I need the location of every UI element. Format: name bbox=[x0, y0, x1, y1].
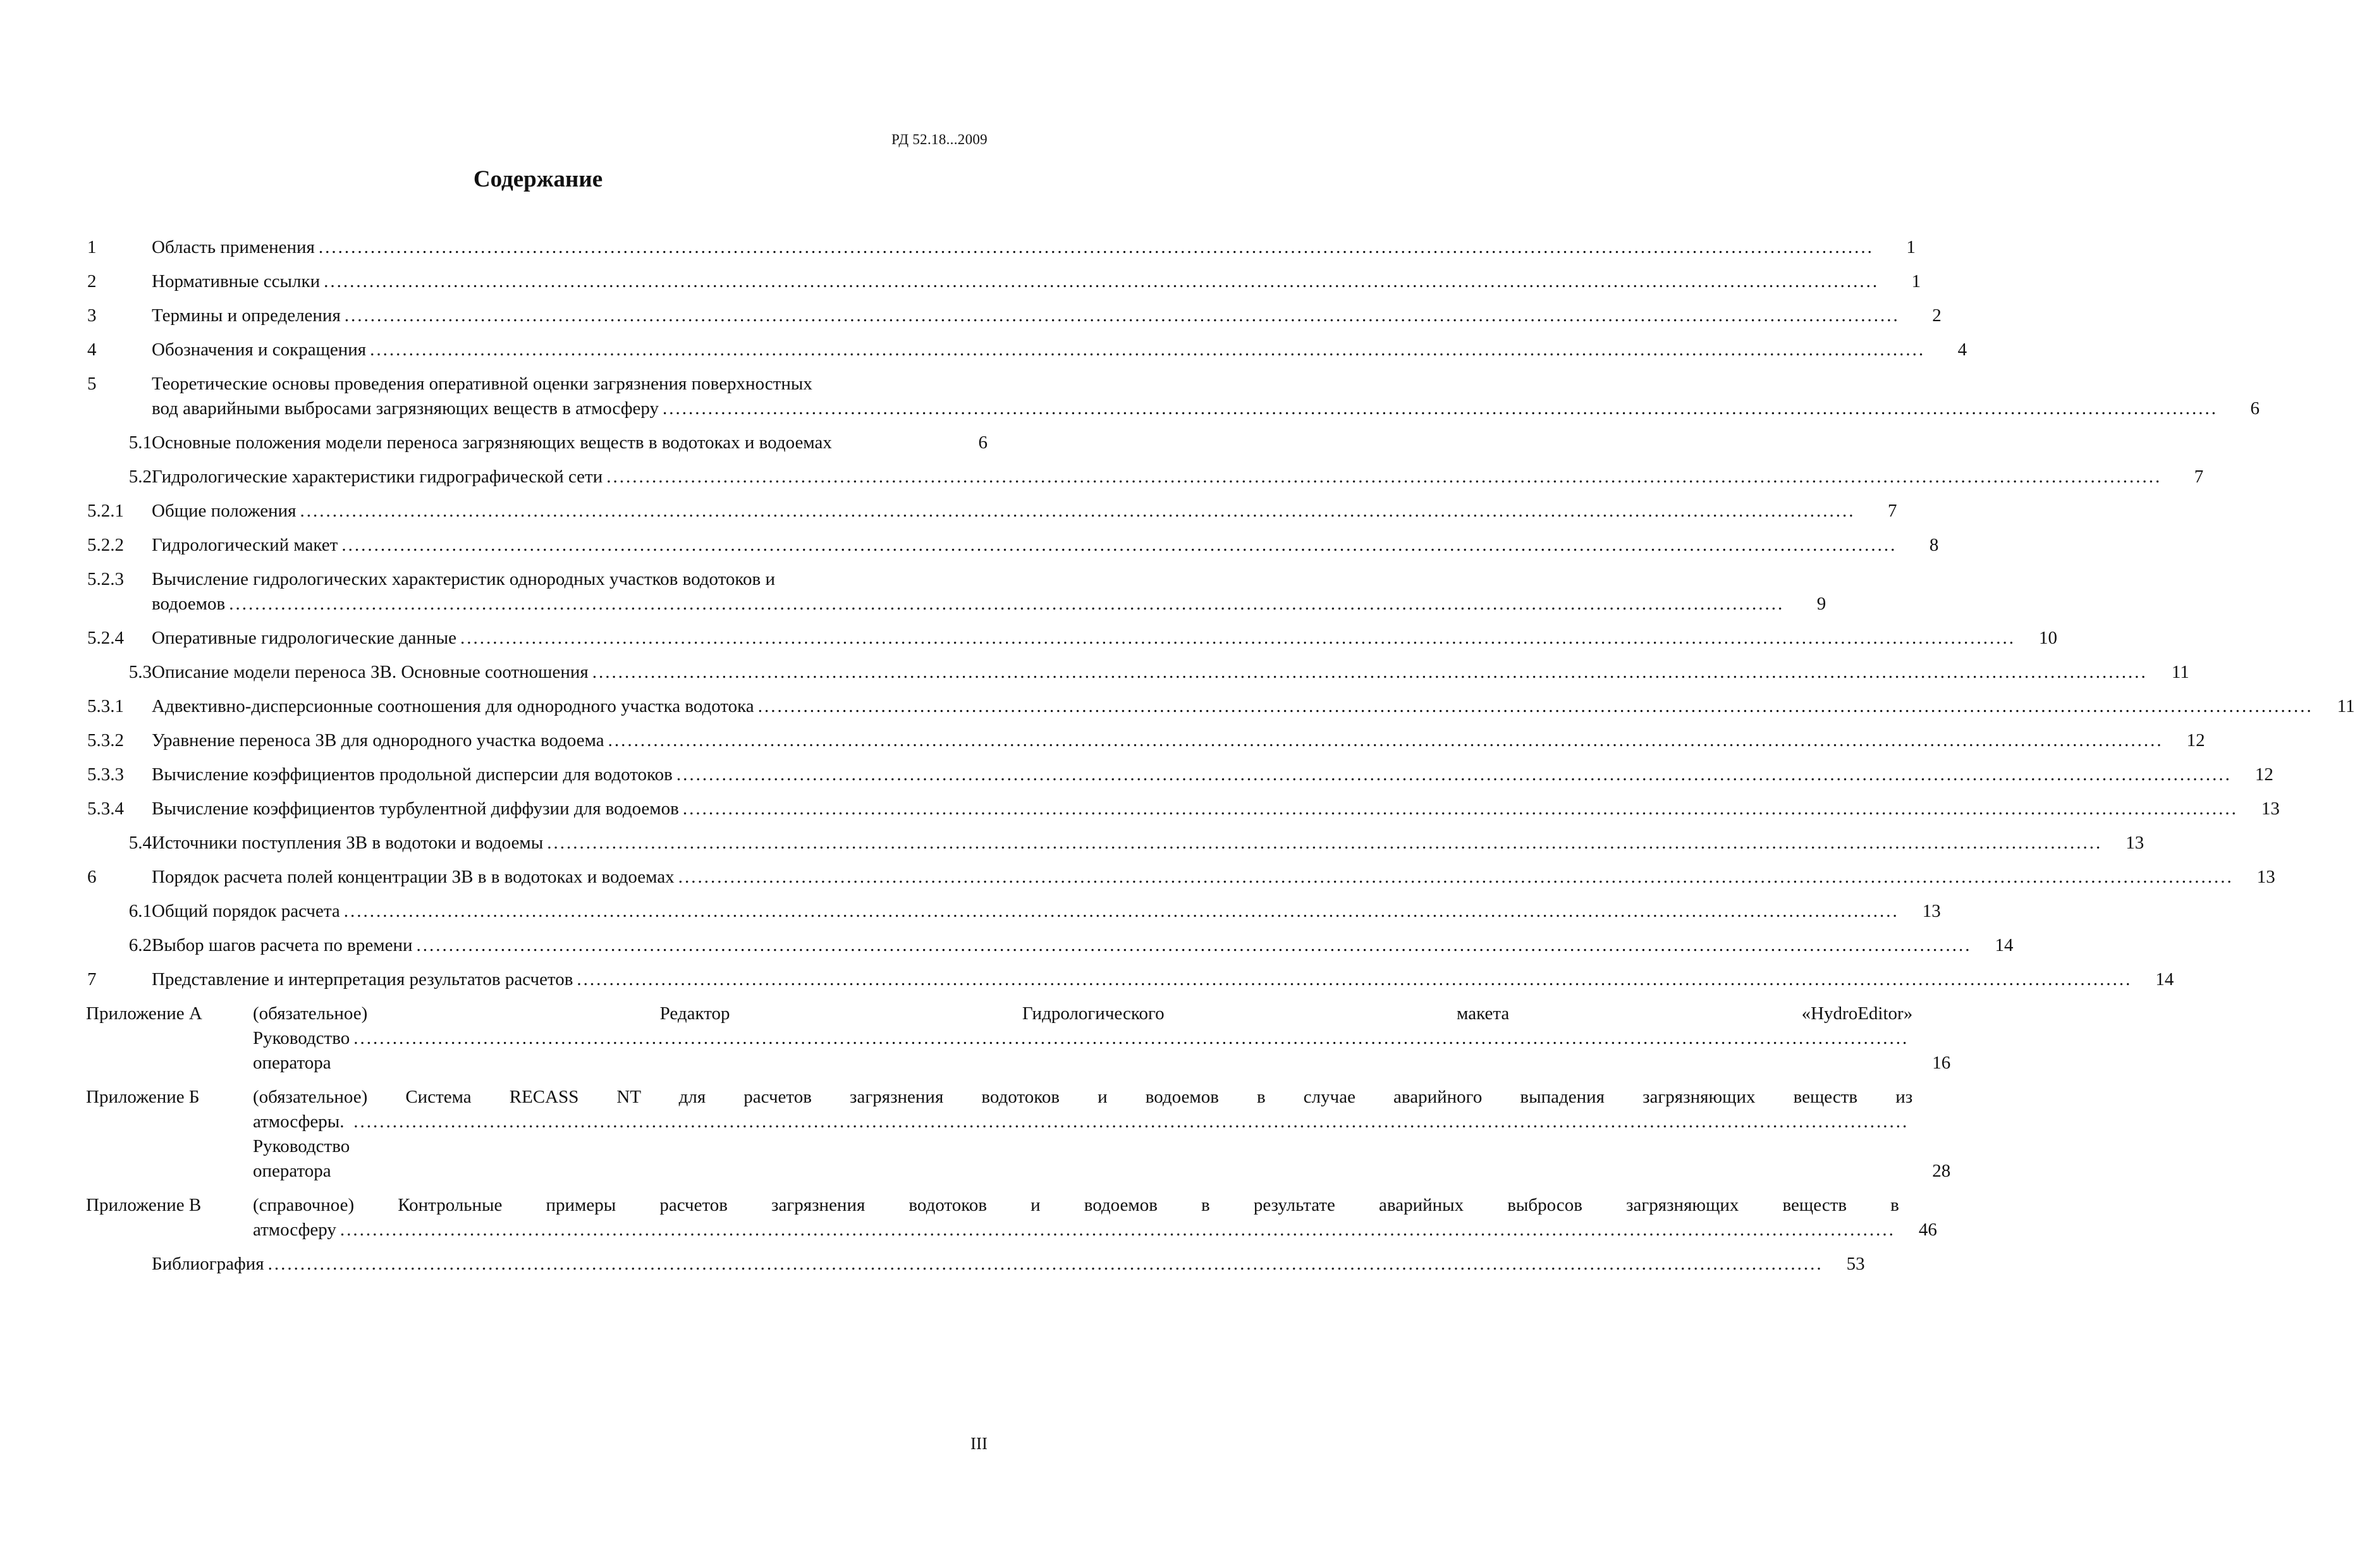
toc-entry-line bbox=[152, 660, 2151, 685]
toc-entry-text bbox=[152, 660, 2151, 685]
toc-entry-title: Гидрологический макет bbox=[152, 535, 338, 555]
dot-leader bbox=[345, 303, 1900, 328]
toc-entry-number bbox=[87, 865, 152, 890]
toc-entry-line bbox=[152, 431, 950, 455]
toc-entry-line bbox=[152, 465, 2165, 489]
appendix-title: атмосферы. Руководство оператора bbox=[253, 1112, 350, 1181]
toc-entry-number bbox=[87, 533, 152, 558]
toc-entry-number-text: 5.2.2 bbox=[87, 535, 124, 555]
toc-entry-body bbox=[152, 499, 1897, 524]
toc-entry-text bbox=[152, 933, 1976, 958]
toc-entry-body bbox=[152, 763, 2273, 787]
table-of-contents bbox=[86, 235, 2355, 1277]
toc-entry-page: 11 bbox=[2337, 696, 2355, 716]
toc-entry-page: 7 bbox=[2194, 467, 2204, 487]
toc-entry-text bbox=[152, 431, 950, 455]
toc-entry[interactable] bbox=[87, 338, 1967, 362]
toc-entry-title: Выбор шагов расчета по времени bbox=[152, 935, 413, 955]
toc-entry-number-text: 6.2 bbox=[128, 935, 152, 955]
toc-entry-number bbox=[87, 235, 152, 260]
appendix-title: Руководство оператора bbox=[253, 1028, 350, 1073]
toc-entry-title: Представление и интерпретация результатов расчетов bbox=[152, 969, 573, 989]
toc-entry-page: 12 bbox=[2254, 764, 2273, 785]
appendix-text bbox=[253, 1001, 1912, 1075]
dot-leader bbox=[341, 533, 1897, 558]
toc-entry-body bbox=[152, 797, 2280, 821]
toc-entry-title: Термины и определения bbox=[152, 305, 341, 326]
toc-entry-text bbox=[152, 694, 2317, 719]
document-code: РД 52.18...2009 bbox=[891, 132, 988, 147]
toc-entry-number bbox=[87, 338, 152, 362]
toc-entry[interactable] bbox=[87, 533, 1939, 558]
toc-entry-text bbox=[152, 269, 1883, 294]
toc-entry-title: Обозначения и сокращения bbox=[152, 340, 367, 360]
toc-entry-page: 11 bbox=[2171, 662, 2189, 682]
appendix-label: Приложение В bbox=[86, 1195, 202, 1215]
toc-entry-number-text: 1 bbox=[87, 237, 97, 257]
appendix-text-line: (обязательное) Система RECASS NT для расчетов загрязнения водотоков и водоемов в случае аварийного выпадения загрязняющих веществ из bbox=[253, 1087, 1913, 1107]
toc-entry-number bbox=[87, 933, 152, 958]
toc-entry-body bbox=[152, 567, 1826, 616]
toc-entry-text bbox=[152, 626, 2019, 651]
toc-entry-body bbox=[152, 933, 2014, 958]
toc-entry-body bbox=[152, 269, 1921, 294]
appendix-text bbox=[253, 1193, 1899, 1242]
toc-entry-text bbox=[152, 899, 1903, 924]
appendix-label: Приложение А bbox=[86, 1003, 202, 1024]
appendix-entry[interactable] bbox=[86, 1193, 1937, 1242]
dot-leader bbox=[608, 728, 2163, 753]
toc-entry-page: 1 bbox=[1906, 237, 1916, 257]
toc-entry-title: Нормативные ссылки bbox=[152, 271, 321, 291]
toc-entry[interactable] bbox=[87, 235, 1916, 260]
dot-leader bbox=[353, 1026, 1909, 1051]
toc-entry-number-text: 6 bbox=[87, 867, 97, 887]
appendix-text-line: (справочное) Контрольные примеры расчетов загрязнения водотоков и водоемов в результате аварийных выбросов загрязняющих веществ в bbox=[253, 1195, 1899, 1215]
toc-entry-number-text: 5.2.3 bbox=[87, 569, 124, 589]
toc-entry-line bbox=[152, 499, 1859, 524]
toc-entry-number bbox=[87, 303, 152, 328]
toc-entry-title: Оперативные гидрологические данные bbox=[152, 628, 456, 648]
toc-entry-title: Источники поступления ЗВ в водотоки и водоемы bbox=[152, 833, 544, 853]
toc-entry-line bbox=[152, 235, 1878, 260]
dot-leader bbox=[678, 865, 2234, 890]
appendix-label: Приложение Б bbox=[86, 1087, 200, 1107]
toc-entry-number-text: 5 bbox=[87, 374, 97, 394]
dot-leader bbox=[370, 338, 1925, 362]
toc-entry-line bbox=[152, 592, 1788, 616]
toc-entry-body bbox=[152, 465, 2203, 489]
toc-entry-line bbox=[152, 865, 2237, 890]
toc-entry-body bbox=[152, 728, 2205, 753]
toc-entry-page: 1 bbox=[1911, 271, 1921, 291]
dot-leader bbox=[324, 269, 1879, 294]
toc-entry-number bbox=[87, 465, 152, 489]
toc-entry-number bbox=[87, 567, 152, 592]
toc-entry[interactable] bbox=[87, 933, 2014, 958]
toc-entry-number-text: 3 bbox=[87, 305, 97, 326]
toc-entry-number-text: 2 bbox=[87, 271, 97, 291]
toc-entry-line bbox=[152, 269, 1883, 294]
toc-entry-number bbox=[87, 831, 152, 855]
toc-entry-title: Порядок расчета полей концентрации ЗВ в в водотоках и водоемах bbox=[152, 867, 675, 887]
toc-entry[interactable] bbox=[87, 626, 2057, 651]
toc-entry-line bbox=[152, 967, 2136, 992]
toc-entry-body bbox=[152, 694, 2355, 719]
toc-entry[interactable] bbox=[87, 797, 2280, 821]
toc-entry-page: 13 bbox=[2261, 799, 2280, 819]
toc-entry[interactable] bbox=[87, 694, 2355, 719]
appendix-page: 46 bbox=[1918, 1220, 1937, 1240]
dot-leader bbox=[268, 1252, 1823, 1277]
bibliography-line bbox=[152, 1252, 1827, 1277]
toc-entry-line bbox=[152, 338, 1929, 362]
toc-entry-number bbox=[87, 728, 152, 753]
toc-entry[interactable] bbox=[87, 431, 988, 455]
toc-entry-body bbox=[152, 533, 1938, 558]
appendix-line bbox=[253, 1218, 1899, 1242]
toc-entry-number-text: 5.1 bbox=[128, 432, 152, 453]
toc-entry-line bbox=[152, 763, 2236, 787]
toc-entry-title: Вычисление коэффициентов продольной дисперсии для водотоков bbox=[152, 764, 673, 785]
toc-entry-text bbox=[152, 533, 1900, 558]
toc-entry[interactable] bbox=[87, 763, 2273, 787]
dot-leader bbox=[676, 763, 2232, 787]
dot-leader bbox=[547, 831, 2102, 855]
toc-entry-number bbox=[87, 626, 152, 651]
page-title: Содержание bbox=[473, 166, 603, 192]
toc-entry[interactable] bbox=[87, 372, 2260, 421]
appendix-line bbox=[253, 1026, 1912, 1075]
dot-leader bbox=[663, 396, 2218, 421]
dot-leader bbox=[683, 797, 2238, 821]
toc-entry-page: 4 bbox=[1957, 340, 1967, 360]
toc-entry-title: Адвективно-дисперсионные соотношения для однородного участка водотока bbox=[152, 696, 754, 716]
toc-entry-number-text: 5.3.3 bbox=[87, 764, 124, 785]
toc-entry[interactable] bbox=[87, 269, 1921, 294]
dot-leader bbox=[319, 235, 1874, 260]
bibliography-title: Библиография bbox=[152, 1254, 264, 1274]
dot-leader bbox=[758, 694, 2313, 719]
dot-leader bbox=[592, 660, 2148, 685]
toc-entry-line bbox=[152, 303, 1904, 328]
toc-entry-page: 13 bbox=[2256, 867, 2275, 887]
dot-leader bbox=[460, 626, 2016, 651]
toc-entry-body bbox=[152, 967, 2174, 992]
toc-entry-text bbox=[152, 338, 1929, 362]
toc-entry-text bbox=[152, 465, 2165, 489]
toc-entry-page: 6 bbox=[2250, 398, 2260, 419]
toc-entry-line bbox=[152, 533, 1900, 558]
appendix-page: 28 bbox=[1932, 1161, 1951, 1181]
toc-entry-body bbox=[152, 303, 1942, 328]
toc-entry-number-text: 5.3.4 bbox=[87, 799, 124, 819]
toc-entry-number-text: 4 bbox=[87, 340, 97, 360]
toc-entry-page: 8 bbox=[1929, 535, 1939, 555]
toc-entry-number bbox=[87, 431, 152, 455]
toc-entry-page: 10 bbox=[2038, 628, 2057, 648]
toc-entry[interactable] bbox=[87, 660, 2189, 685]
toc-entry-text-line: Теоретические основы проведения оперативной оценки загрязнения поверхностных bbox=[152, 374, 812, 394]
appendix-text-line: (обязательное) Редактор Гидрологического макета «HydroEditor» bbox=[253, 1003, 1913, 1024]
toc-entry-title: Общий порядок расчета bbox=[152, 901, 340, 921]
page-number: III bbox=[970, 1434, 988, 1453]
toc-entry[interactable] bbox=[87, 865, 2275, 890]
toc-entry[interactable] bbox=[87, 465, 2204, 489]
toc-entry-number bbox=[87, 372, 152, 396]
toc-entry-body bbox=[152, 338, 1967, 362]
toc-entry-page: 13 bbox=[2126, 833, 2144, 853]
toc-entry-line bbox=[152, 797, 2242, 821]
toc-entry-text bbox=[152, 303, 1904, 328]
toc-entry-body bbox=[152, 831, 2144, 855]
toc-entry[interactable] bbox=[87, 967, 2174, 992]
toc-entry-body bbox=[152, 626, 2057, 651]
toc-entry-title: вод аварийными выбросами загрязняющих веществ в атмосферу bbox=[152, 398, 659, 419]
toc-entry-number bbox=[87, 660, 152, 685]
toc-entry-title: водоемов bbox=[152, 594, 226, 614]
toc-entry-page: 13 bbox=[1922, 901, 1941, 921]
toc-entry[interactable] bbox=[87, 899, 1941, 924]
toc-entry[interactable] bbox=[87, 567, 1826, 616]
toc-entry-body bbox=[152, 660, 2189, 685]
dot-leader bbox=[340, 1218, 1895, 1242]
toc-entry-title: Общие положения bbox=[152, 501, 297, 521]
toc-entry-number bbox=[87, 269, 152, 294]
toc-entry-number-text: 6.1 bbox=[128, 901, 152, 921]
toc-entry-line bbox=[152, 694, 2317, 719]
toc-entry-text bbox=[152, 967, 2136, 992]
dot-leader bbox=[229, 592, 1784, 616]
appendix-title: атмосферу bbox=[253, 1220, 336, 1240]
toc-entry-number bbox=[87, 499, 152, 524]
toc-entry-body bbox=[152, 899, 1941, 924]
toc-entry[interactable] bbox=[87, 831, 2144, 855]
dot-leader bbox=[300, 499, 1855, 524]
dot-leader bbox=[344, 899, 1899, 924]
dot-leader bbox=[577, 967, 2132, 992]
toc-entry-number-text: 7 bbox=[87, 969, 97, 989]
appendix-entry[interactable] bbox=[86, 1001, 1951, 1075]
appendix-text bbox=[253, 1085, 1912, 1184]
toc-entry-text bbox=[152, 567, 1788, 616]
toc-entry-body bbox=[152, 235, 1916, 260]
toc-entry-title: Область применения bbox=[152, 237, 315, 257]
toc-entry-title: Описание модели переноса ЗВ. Основные соотношения bbox=[152, 662, 589, 682]
toc-entry-body bbox=[152, 865, 2275, 890]
toc-entry-line bbox=[152, 728, 2167, 753]
toc-entry-page: 2 bbox=[1932, 305, 1942, 326]
toc-entry-line bbox=[152, 899, 1903, 924]
toc-entry-number-text: 5.4 bbox=[128, 833, 152, 853]
toc-entry-page: 12 bbox=[2186, 730, 2205, 750]
appendix-page: 16 bbox=[1932, 1053, 1951, 1073]
toc-entry-number-text: 5.2.1 bbox=[87, 501, 124, 521]
toc-entry-title: Уравнение переноса ЗВ для однородного участка водоема bbox=[152, 730, 604, 750]
toc-entry-page: 6 bbox=[978, 432, 988, 453]
toc-entry-text bbox=[152, 865, 2237, 890]
toc-entry-number-text: 5.2.4 bbox=[87, 628, 124, 648]
toc-entry-number-text: 5.3.1 bbox=[87, 696, 124, 716]
toc-entry-text bbox=[152, 763, 2236, 787]
toc-entry-body bbox=[152, 372, 2260, 421]
toc-entry-text bbox=[152, 797, 2242, 821]
dot-leader bbox=[417, 933, 1972, 958]
toc-entry-text bbox=[152, 372, 2222, 421]
toc-entry-text-line: Вычисление гидрологических характеристик однородных участков водотоков и bbox=[152, 569, 775, 589]
toc-entry[interactable] bbox=[87, 499, 1897, 524]
toc-entry[interactable] bbox=[87, 303, 1942, 328]
toc-entry-number-text: 5.3 bbox=[128, 662, 152, 682]
toc-entry-line bbox=[152, 933, 1976, 958]
toc-entry-number bbox=[87, 797, 152, 821]
toc-entry-line bbox=[152, 831, 2106, 855]
toc-entry-page: 9 bbox=[1816, 594, 1826, 614]
toc-entry-number bbox=[87, 763, 152, 787]
dot-leader bbox=[606, 465, 2162, 489]
toc-entry-text bbox=[152, 235, 1878, 260]
toc-entry-number bbox=[87, 694, 152, 719]
toc-entry-number bbox=[87, 967, 152, 992]
toc-entry-title: Гидрологические характеристики гидрографической сети bbox=[152, 467, 603, 487]
toc-entry-body bbox=[152, 431, 988, 455]
toc-entry-number-text: 5.2 bbox=[128, 467, 152, 487]
toc-entry-line bbox=[152, 396, 2222, 421]
toc-entry-page: 7 bbox=[1887, 501, 1897, 521]
toc-entry[interactable] bbox=[87, 728, 2205, 753]
toc-entry-number bbox=[87, 899, 152, 924]
toc-entry-text bbox=[152, 499, 1859, 524]
toc-entry-text bbox=[152, 831, 2106, 855]
toc-entry-page: 14 bbox=[1995, 935, 2014, 955]
bibliography-entry[interactable] bbox=[87, 1252, 1865, 1277]
appendix-entry[interactable] bbox=[86, 1085, 1951, 1184]
toc-entry-line bbox=[152, 626, 2019, 651]
toc-entry-text bbox=[152, 728, 2167, 753]
appendix-line bbox=[253, 1110, 1912, 1184]
toc-entry-title: Вычисление коэффициентов турбулентной диффузии для водоемов bbox=[152, 799, 679, 819]
toc-entry-number-text: 5.3.2 bbox=[87, 730, 124, 750]
toc-entry-title: Основные положения модели переноса загрязняющих веществ в водотоках и водоемах bbox=[152, 432, 832, 453]
toc-entry-page: 14 bbox=[2155, 969, 2174, 989]
dot-leader bbox=[353, 1110, 1909, 1134]
bibliography-page: 53 bbox=[1846, 1254, 1865, 1274]
